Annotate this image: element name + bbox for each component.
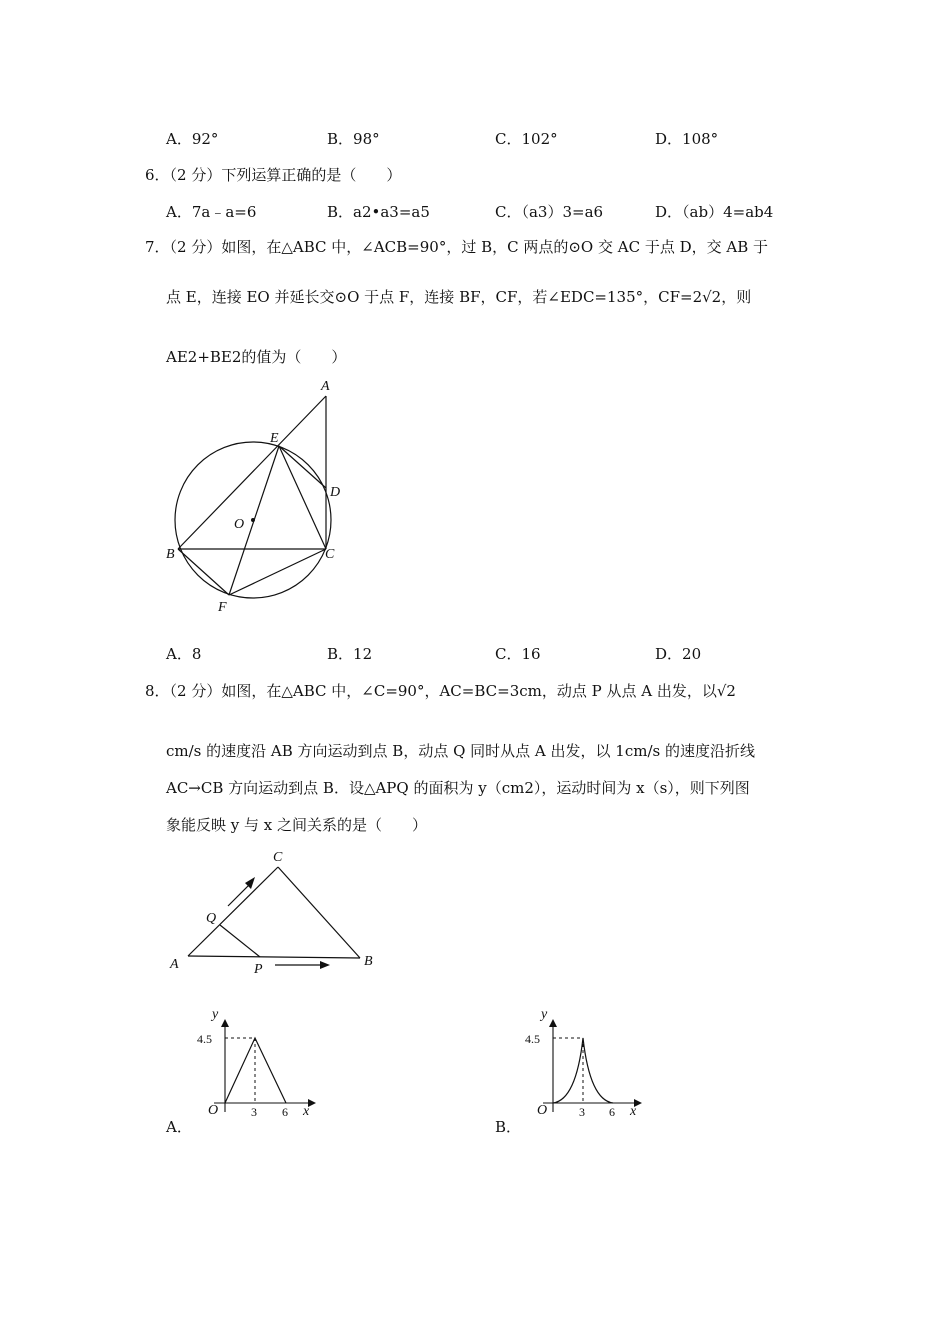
q7-option-c: C．16 [495, 645, 541, 663]
q8-graph-b-letter: B． [495, 1118, 522, 1136]
q7-stem-line-2: 点 E，连接 EO 并延长交⊙O 于点 F，连接 BF，CF，若∠EDC=135°，CF=2√2，则 [166, 288, 752, 306]
q7-label-b: B [166, 547, 175, 562]
q6-option-d: D．（ab）4=ab4 [655, 203, 774, 221]
q8-triangle-figure [160, 845, 390, 980]
q7-option-a: A．8 [166, 645, 202, 663]
q7-figure [160, 375, 360, 615]
graph-a-origin: O [208, 1103, 219, 1118]
q6-stem: 6．（2 分）下列运算正确的是（ ） [145, 166, 402, 184]
q7-segment-bf [178, 549, 229, 595]
q8-label-a: A [170, 957, 179, 972]
q7-label-a: A [321, 379, 330, 394]
q5-option-a: A．92° [166, 130, 219, 148]
q7-segment-ec [279, 446, 326, 549]
q8-segment-qp [220, 925, 260, 957]
graph-b-x-label: x [630, 1104, 637, 1119]
graph-a-x-tick-3: 3 [251, 1105, 257, 1119]
q7-stem-line-1: 7．（2 分）如图，在△ABC 中，∠ACB=90°，过 B，C 两点的⊙O 交 AC 于点 D，交 AB 于 [145, 238, 769, 256]
graph-a-y-arrow [221, 1019, 229, 1027]
graph-a-y-tick: 4.5 [197, 1032, 212, 1046]
q8-stem-line-2: cm/s 的速度沿 AB 方向运动到点 B，动点 Q 同时从点 A 出发，以 1cm/s 的速度沿折线 [166, 742, 755, 760]
q7-option-b: B．12 [327, 645, 373, 663]
q8-label-c: C [273, 850, 283, 865]
graph-a-y-label: y [212, 1007, 219, 1022]
q8-stem-line-3: AC→CB 方向运动到点 B．设△APQ 的面积为 y（cm2），运动时间为 x（s），则下列图 [166, 779, 750, 797]
q8-segment-ab [188, 956, 360, 958]
graph-b-x-tick-3: 3 [579, 1105, 585, 1119]
q7-stem-line-3: AE2+BE2的值为（ ） [166, 348, 347, 366]
q6-option-c: C．（a3）3=a6 [495, 203, 604, 221]
q5-option-c: C．102° [495, 130, 558, 148]
graph-b-x-tick-6: 6 [609, 1105, 615, 1119]
graph-b-y-label: y [541, 1007, 548, 1022]
q8-stem-line-1: 8．（2 分）如图，在△ABC 中，∠C=90°，AC=BC=3cm，动点 P 从点 A 出发，以√2 [145, 682, 736, 700]
q8-graph-a [190, 1000, 320, 1122]
q8-label-q: Q [206, 911, 217, 926]
q8-graph-a-letter: A． [166, 1118, 192, 1136]
graph-a-x-tick-6: 6 [282, 1105, 288, 1119]
q7-label-f: F [218, 600, 227, 615]
q7-label-d: D [330, 485, 341, 500]
q8-arrow-q-path [228, 884, 250, 906]
graph-b-y-tick: 4.5 [525, 1032, 540, 1046]
q7-label-o: O [234, 517, 245, 532]
q5-option-b: B．98° [327, 130, 380, 148]
graph-a-x-label: x [303, 1104, 310, 1119]
q8-arrow-p-head [320, 961, 330, 969]
q7-segment-ed [279, 446, 326, 488]
graph-b-y-arrow [549, 1019, 557, 1027]
q6-option-a: A．7a﹣a=6 [166, 203, 257, 221]
q8-label-b: B [364, 954, 373, 969]
q8-graph-b [520, 1000, 645, 1122]
q8-segment-ac [188, 867, 278, 956]
q7-label-c: C [325, 547, 335, 562]
q7-label-e: E [270, 431, 279, 446]
graph-b-origin: O [537, 1103, 548, 1118]
q8-label-p: P [254, 962, 263, 977]
q8-segment-cb [278, 867, 360, 958]
q7-option-d: D．20 [655, 645, 702, 663]
q5-option-d: D．108° [655, 130, 719, 148]
q8-stem-line-4: 象能反映 y 与 x 之间关系的是（ ） [166, 816, 428, 834]
q6-option-b: B．a2•a3=a5 [327, 203, 430, 221]
q7-center-dot [251, 518, 255, 522]
